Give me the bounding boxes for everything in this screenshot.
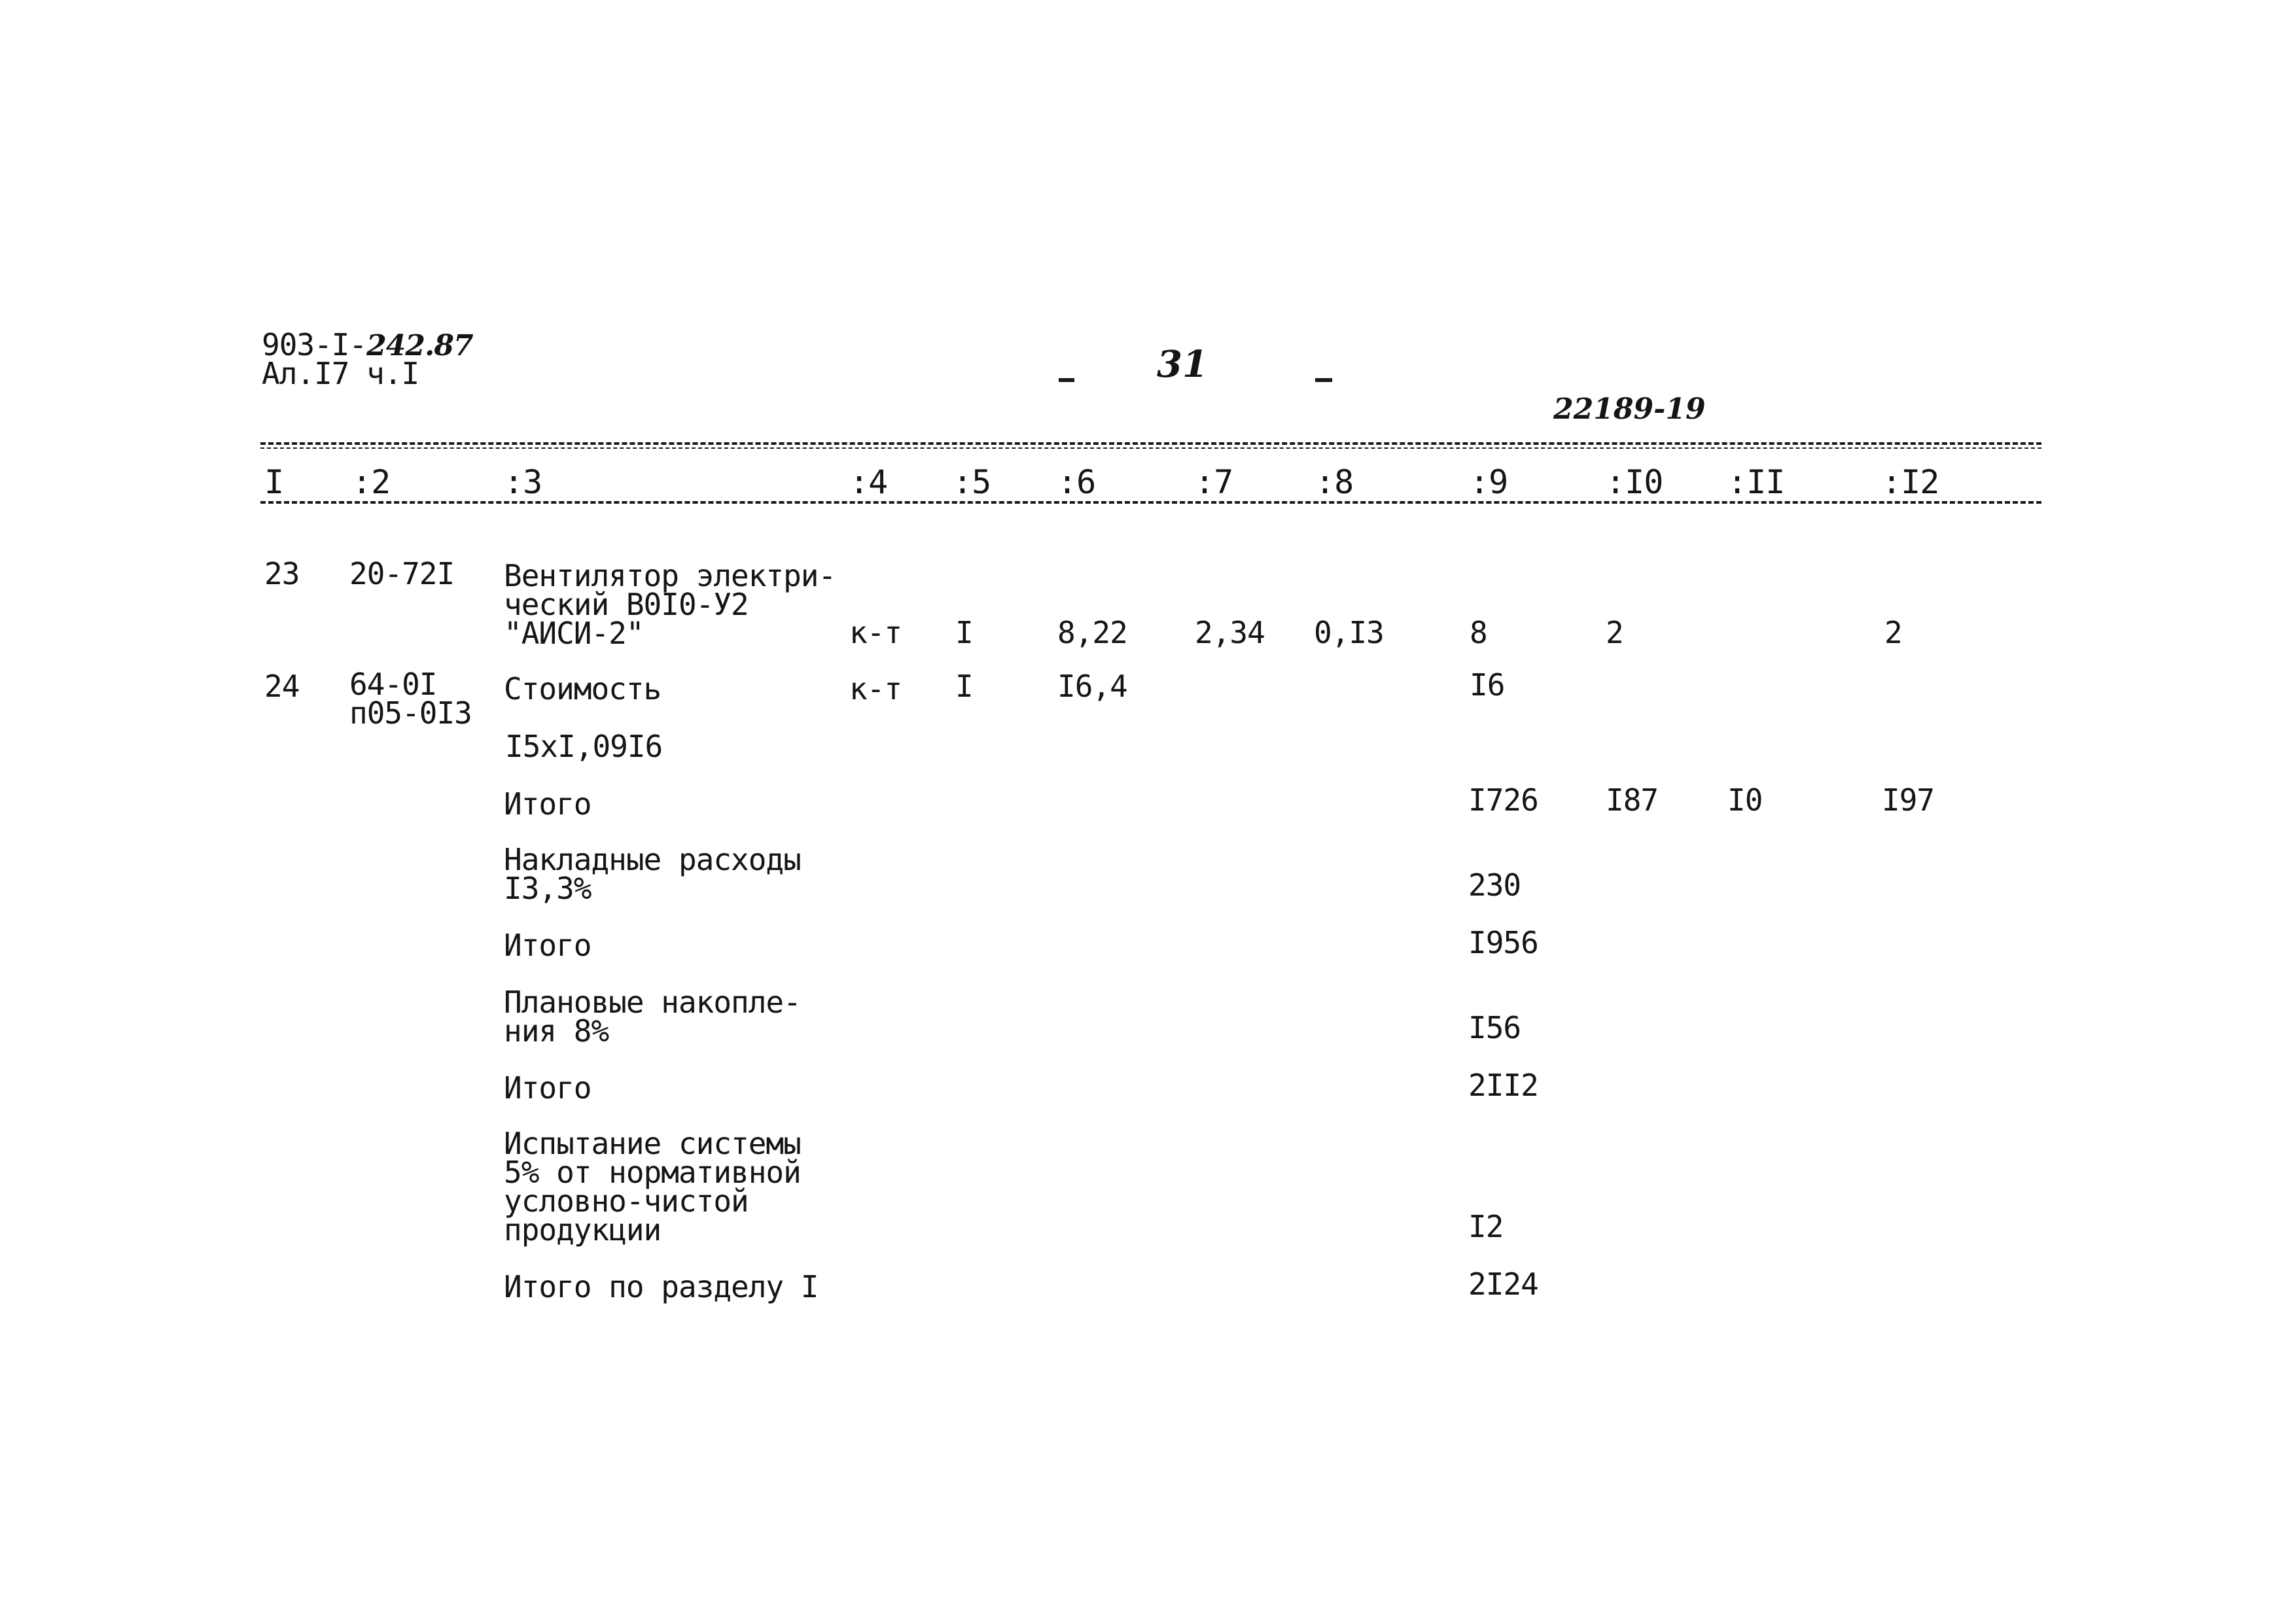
- row23-col6: 8,22: [1057, 615, 1127, 650]
- row24-code-line1: 64-0I: [349, 667, 437, 702]
- row23-name-line3: "АИСИ-2": [504, 616, 644, 651]
- planned-label-line2: ния 8%: [504, 1013, 609, 1049]
- planned-label-line1: Плановые накопле-: [504, 985, 801, 1020]
- row24-unit: к-т: [849, 671, 902, 707]
- row24-num: 24: [264, 669, 300, 704]
- row23-name: [504, 558, 836, 651]
- itogo3-col9: 2II2: [1468, 1068, 1538, 1103]
- col-header-7: :7: [1195, 463, 1233, 501]
- row23-name-line2: ческий В0I0-У2: [504, 587, 749, 622]
- row23-num: 23: [264, 556, 300, 591]
- itogo1-col11: I0: [1727, 782, 1763, 818]
- itogo1-label: Итого: [504, 786, 592, 822]
- col-header-11: :II: [1727, 463, 1785, 501]
- header-rule-bottom: [260, 501, 2041, 504]
- col-header-3: :3: [504, 463, 542, 501]
- overhead-col9: 230: [1468, 867, 1521, 903]
- row24-col9: I6: [1470, 667, 1505, 703]
- testing-col9: I2: [1468, 1209, 1504, 1244]
- itogo3-label: Итого: [504, 1070, 592, 1106]
- overhead-label-line1: Накладные расходы: [504, 842, 801, 877]
- document-code-handwritten: 242.87: [366, 329, 473, 362]
- testing-label-line2: 5% от нормативной: [504, 1155, 801, 1190]
- row23-unit: к-т: [849, 615, 902, 650]
- testing-label-line4: продукции: [504, 1212, 662, 1248]
- row24-formula: I5xI,09I6: [505, 729, 663, 764]
- row23-col9: 8: [1470, 615, 1487, 650]
- col-header-12: :I2: [1882, 463, 1939, 501]
- row23-col8: 0,I3: [1314, 615, 1384, 650]
- row24-name: Стоимость: [504, 671, 662, 707]
- header-rule-top: [260, 442, 2041, 445]
- overhead-label-line2: I3,3%: [504, 871, 592, 906]
- row23-col10: 2: [1606, 615, 1623, 650]
- col-header-6: :6: [1057, 463, 1096, 501]
- col-header-5: :5: [953, 463, 991, 501]
- itogo1-col12: I97: [1882, 782, 1935, 818]
- section-total-label: Итого по разделу I: [504, 1269, 819, 1304]
- row24-code: [349, 667, 472, 731]
- row23-col7: 2,34: [1195, 615, 1265, 650]
- col-header-10: :I0: [1606, 463, 1663, 501]
- itogo1-col9: I726: [1468, 782, 1538, 818]
- col-header-1: I: [264, 463, 284, 501]
- section-total-col9: 2I24: [1468, 1266, 1538, 1302]
- doc-number: 22189-19: [1553, 393, 1706, 426]
- page-number: 31: [1157, 343, 1208, 386]
- itogo2-col9: I956: [1468, 925, 1538, 960]
- testing-label-line3: условно-чистой: [504, 1183, 749, 1219]
- col-header-2: :2: [352, 463, 391, 501]
- document-code-prefix: 903-I-: [262, 327, 367, 362]
- itogo1-col10: I87: [1606, 782, 1659, 818]
- planned-label: [504, 985, 801, 1049]
- col-header-4: :4: [849, 463, 888, 501]
- testing-label-line1: Испытание системы: [504, 1126, 801, 1161]
- row23-code: 20-72I: [349, 556, 455, 591]
- sheet-label: Ал.I7 ч.I: [262, 356, 419, 391]
- page-number-dash-right: [1315, 378, 1332, 382]
- row24-code-line2: п05-0I3: [349, 695, 472, 731]
- itogo2-label: Итого: [504, 928, 592, 963]
- header-rule-top-2: [260, 447, 2041, 449]
- overhead-label: [504, 842, 801, 906]
- row23-col12: 2: [1884, 615, 1902, 650]
- row23-qty: I: [955, 615, 973, 650]
- row23-name-line1: Вентилятор электри-: [504, 558, 836, 593]
- col-header-9: :9: [1470, 463, 1508, 501]
- testing-label: [504, 1126, 801, 1248]
- row24-col6: I6,4: [1057, 669, 1127, 704]
- col-header-8: :8: [1315, 463, 1354, 501]
- page-number-dash-left: [1059, 378, 1074, 382]
- planned-col9: I56: [1468, 1010, 1521, 1045]
- row24-qty: I: [955, 669, 973, 704]
